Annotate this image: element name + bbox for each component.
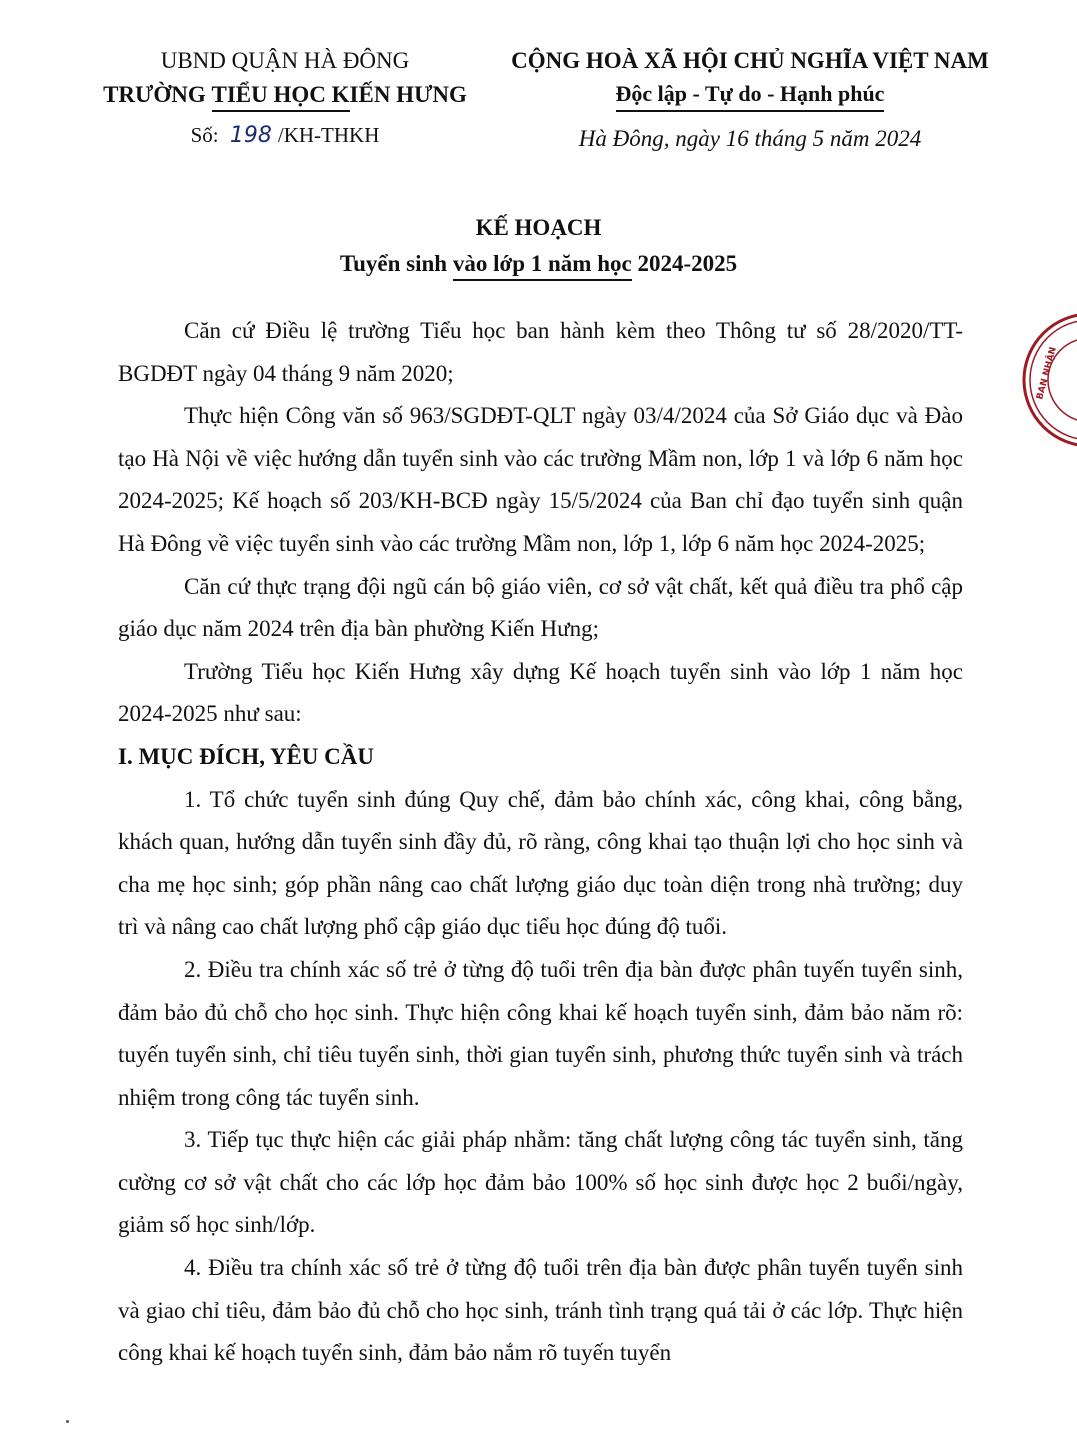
document-title-block: [0, 210, 1077, 282]
section-heading: I. MỤC ĐÍCH, YÊU CẦU: [118, 743, 374, 769]
list-item: 2. Điều tra chính xác số trẻ ở từng độ tuổi trên địa bàn được phân tuyến tuyển sinh, đảm bảo đủ chỗ cho học sinh. Thực hiện công khai kế hoạch tuyển sinh, đảm bảo năm rõ: tuyến tuyển sinh, chỉ tiêu tuyển sinh, thời gian tuyển sinh, phương thức tuyển sinh và trách nhiệm trong công tác tuyển sinh.: [118, 956, 963, 1110]
list-item: 4. Điều tra chính xác số trẻ ở từng độ tuổi trên địa bàn được phân tuyến tuyển sinh và giao chỉ tiêu, đảm bảo đủ chỗ cho học sinh, tránh tình trạng quá tải ở các lớp. Thực hiện công khai kế hoạch tuyển sinh, đảm bảo nắm rõ tuyến tuyển: [118, 1255, 963, 1366]
document-body: [118, 310, 963, 1375]
legal-basis-paragraph: Căn cứ Điều lệ trường Tiểu học ban hành kèm theo Thông tư số 28/2020/TT-BGDĐT ngày 04 tháng 9 năm 2020;: [118, 318, 963, 386]
plan-intro-paragraph: Trường Tiểu học Kiến Hưng xây dựng Kế hoạch tuyển sinh vào lớp 1 năm học 2024-2025 như sau:: [118, 658, 963, 727]
school-name-underlined: TIỂU HỌC K: [212, 80, 350, 112]
national-header-block: [490, 44, 1010, 156]
subtitle-suffix: 2024-2025: [631, 251, 738, 276]
school-name: [60, 78, 510, 112]
document-subtitle: [0, 246, 1077, 282]
national-motto: Độc lập - Tự do - Hạnh phúc: [616, 78, 885, 112]
list-item: 1. Tổ chức tuyển sinh đúng Quy chế, đảm bảo chính xác, công khai, công bằng, khách quan, hướng dẫn tuyển sinh đầy đủ, rõ ràng, công khai tạo thuận lợi cho học sinh và cha mẹ học sinh; góp phần nâng cao chất lượng giáo dục toàn diện trong nhà trường; duy trì và nâng cao chất lượng phổ cập giáo dục tiểu học đúng độ tuổi.: [118, 786, 963, 940]
red-seal-stamp-icon: [1020, 310, 1077, 450]
handwritten-number: 198: [229, 123, 272, 148]
nation-name: CỘNG HOÀ XÃ HỘI CHỦ NGHĨA VIỆT NAM: [511, 48, 989, 73]
issuing-authority-block: [60, 44, 510, 153]
number-label: Số:: [190, 123, 219, 147]
authority-name: UBND QUẬN HÀ ĐÔNG: [160, 48, 410, 73]
subtitle-prefix: Tuyển sinh: [339, 251, 453, 276]
scan-speck: [66, 1420, 69, 1423]
list-item: 3. Tiếp tục thực hiện các giải pháp nhằm: tăng chất lượng công tác tuyển sinh, tăng cường cơ sở vật chất cho các lớp học đảm bảo 100% số học sinh được học 2 buổi/ngày, giảm số học sinh/lớp.: [118, 1127, 963, 1238]
school-name-suffix: IẾN HƯNG: [349, 82, 467, 107]
document-number: [60, 118, 510, 153]
place-and-date: Hà Đông, ngày 16 tháng 5 năm 2024: [578, 126, 922, 151]
svg-text:BAN NHẬN: BAN NHẬN: [1035, 345, 1059, 401]
implementation-paragraph: Thực hiện Công văn số 963/SGDĐT-QLT ngày 03/4/2024 của Sở Giáo dục và Đào tạo Hà Nội về việc hướng dẫn tuyển sinh vào các trường Mầm non, lớp 1 và lớp 6 năm học 2024-2025; Kế hoạch số 203/KH-BCĐ ngày 15/5/2024 của Ban chỉ đạo tuyển sinh quận Hà Đông về việc tuyển sinh vào các trường Mầm non, lớp 1, lớp 6 năm học 2024-2025;: [118, 403, 963, 556]
document-title: KẾ HOẠCH: [475, 215, 602, 240]
number-suffix: /KH-THKH: [277, 123, 380, 147]
school-name-prefix: TRƯỜNG: [103, 82, 212, 107]
subtitle-underlined: vào lớp 1 năm học: [453, 249, 632, 281]
basis-paragraph: Căn cứ thực trạng đội ngũ cán bộ giáo viên, cơ sở vật chất, kết quả điều tra phổ cập giáo dục năm 2024 trên địa bàn phường Kiến Hưng;: [118, 573, 963, 642]
